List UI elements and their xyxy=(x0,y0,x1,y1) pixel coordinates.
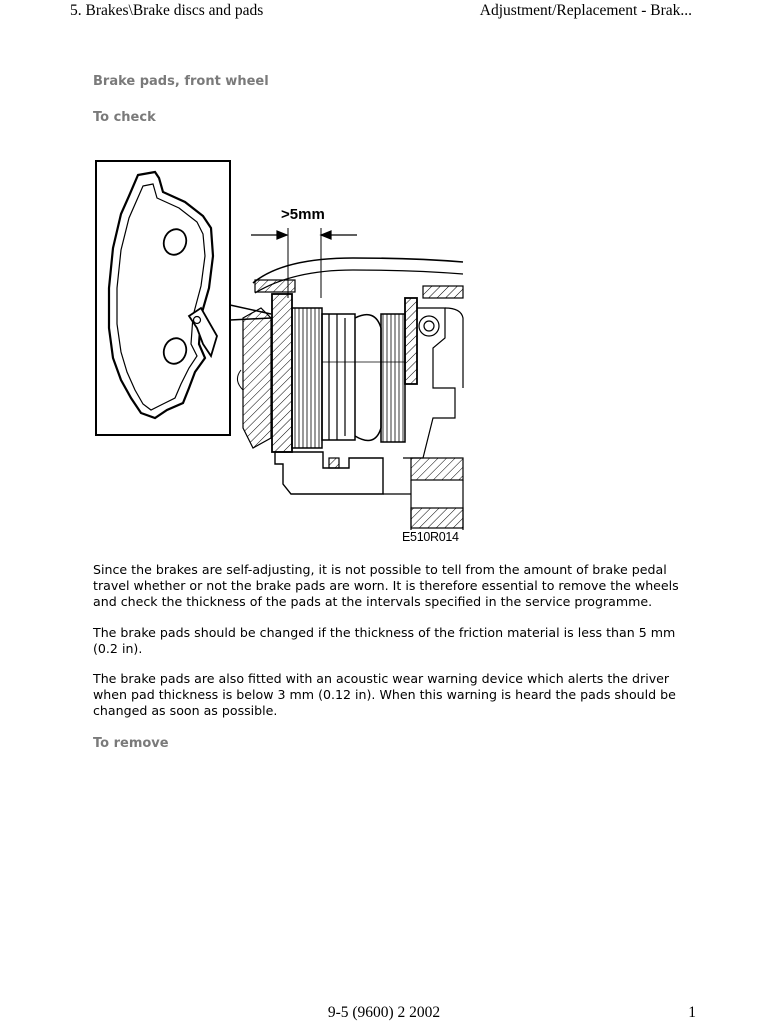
header-breadcrumb: 5. Brakes\Brake discs and pads xyxy=(70,2,264,19)
pad-inset xyxy=(96,161,230,435)
paragraph-self-adjusting: Since the brakes are self-adjusting, it is not possible to tell from the amount of brake pedal travel whether or not the brake pads are worn. It is therefore essential to remove the wheels and check the thickness of the pads at the intervals specified in the service programme. xyxy=(93,562,679,609)
footer-page-number: 1 xyxy=(688,1004,696,1021)
subheading-to-remove: To remove xyxy=(93,736,169,751)
paragraph-wear-warning: The brake pads are also fitted with an acoustic wear warning device which alerts the driver when pad thickness is below 3 mm (0.12 in). When this warning is heard the pads should be changed as soon as possible. xyxy=(93,671,676,718)
subheading-to-check: To check xyxy=(93,110,156,125)
paragraph-thickness-limit: The brake pads should be changed if the thickness of the friction material is less than 5 mm (0.2 in). xyxy=(93,625,676,656)
header-title: Adjustment/Replacement - Brak... xyxy=(479,2,692,19)
dimension-label: >5mm xyxy=(281,206,325,223)
brake-pad-diagram xyxy=(93,158,473,550)
figure-code: E510R014 xyxy=(402,530,459,544)
footer-document-code: 9-5 (9600) 2 2002 xyxy=(327,1004,441,1021)
caliper-assembly xyxy=(237,258,463,530)
section-title: Brake pads, front wheel xyxy=(93,74,269,89)
